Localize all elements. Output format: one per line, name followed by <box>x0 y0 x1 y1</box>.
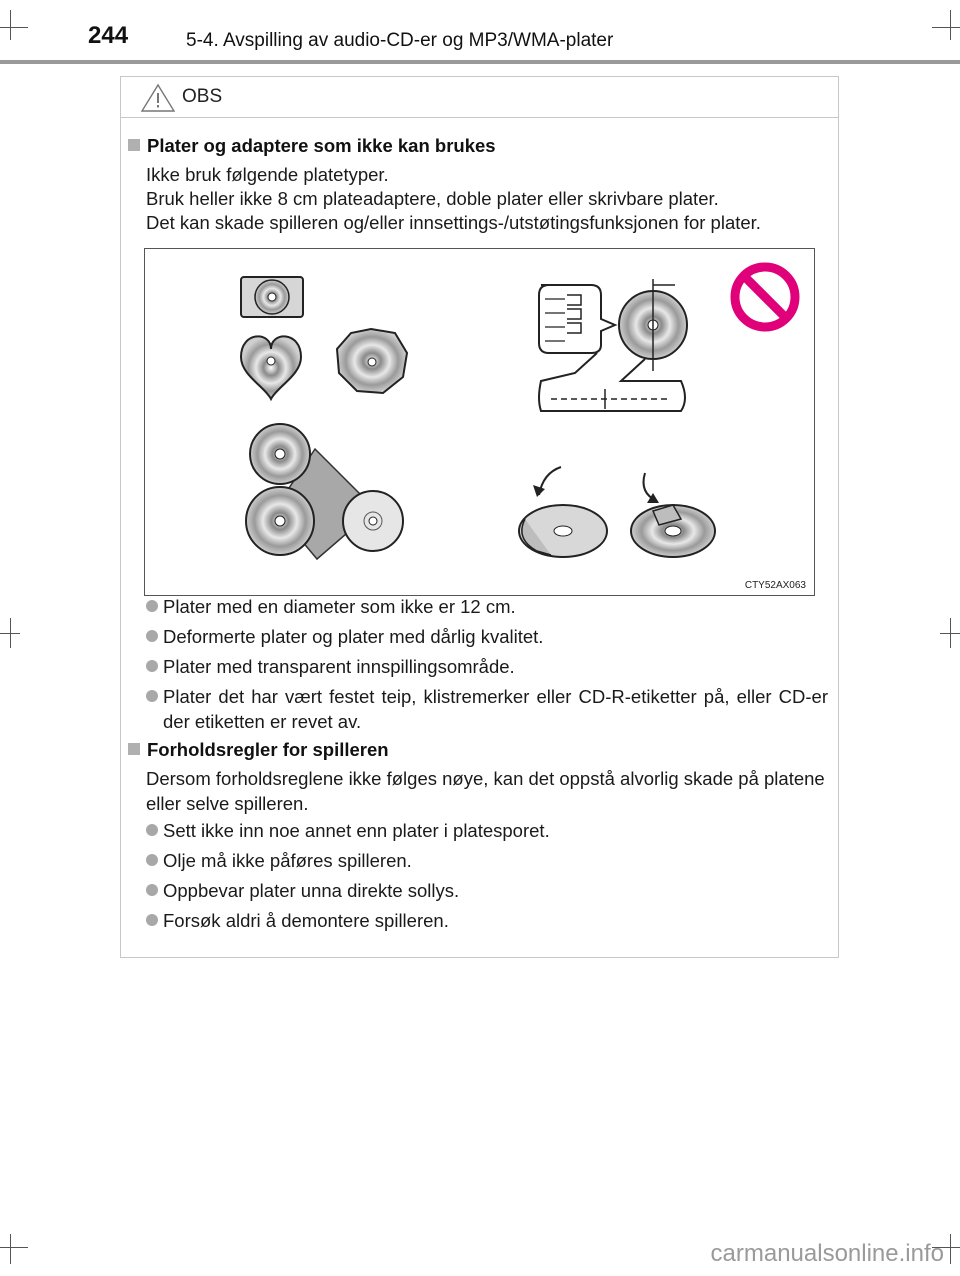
notice-header <box>121 77 838 118</box>
bullet-dot-icon <box>146 824 158 836</box>
intro-line: Ikke bruk følgende platetyper. <box>146 164 389 185</box>
disc-edge-detail-icon <box>539 279 687 411</box>
section-heading: Forholdsregler for spilleren <box>128 739 389 761</box>
list-item: Plater med en diameter som ikke er 12 cm. <box>163 596 516 617</box>
crop-mark <box>10 618 11 648</box>
prohibited-icon <box>735 267 795 327</box>
list-item: Sett ikke inn noe annet enn plater i platesporet. <box>163 820 550 841</box>
bullet-dot-icon <box>146 600 158 612</box>
adapter-disc-icon <box>246 424 403 559</box>
bullet-dot-icon <box>146 914 158 926</box>
list-item: Olje må ikke påføres spilleren. <box>163 850 412 871</box>
square-bullet-icon <box>128 743 140 755</box>
page-header <box>0 0 960 62</box>
figure-code: CTY52AX063 <box>744 580 806 591</box>
card-disc-icon <box>241 277 303 317</box>
list-item: Oppbevar plater unna direkte sollys. <box>163 880 460 901</box>
disc-illustration <box>145 249 814 595</box>
peeling-label-disc-icon <box>519 467 607 557</box>
intro-line: Det kan skade spilleren og/eller innsettings-/utstøtingsfunksjonen for plater. <box>146 212 761 233</box>
crop-mark <box>950 1234 951 1264</box>
heart-disc-icon <box>241 336 301 399</box>
list-item: Plater med transparent innspillingsområde. <box>163 656 515 677</box>
page-number: 244 <box>88 22 129 49</box>
crop-mark <box>950 618 951 648</box>
list-item: Forsøk aldri å demontere spilleren. <box>163 910 449 931</box>
list-item: Deformerte plater og plater med dårlig kvalitet. <box>163 626 544 647</box>
crop-mark <box>10 1234 11 1264</box>
list-item: Plater det har vært festet teip, klistremerker eller CD-R-etiketter på, eller CD-er der etiketten er revet av. <box>163 686 828 732</box>
warning-icon <box>140 83 176 113</box>
section-intro: Dersom forholdsreglene ikke følges nøye, kan det oppstå alvorlig skade på platene eller selve spilleren. <box>146 768 825 814</box>
watermark: carmanualsonline.info <box>710 1240 944 1267</box>
polygon-disc-icon <box>337 329 407 393</box>
section-title: 5-4. Avspilling av audio-CD-er og MP3/WMA-plater <box>186 30 614 51</box>
unusable-discs-figure <box>144 248 815 596</box>
header-rule <box>0 60 960 64</box>
notice-label: OBS <box>182 86 223 107</box>
bullet-dot-icon <box>146 660 158 672</box>
bullet-dot-icon <box>146 884 158 896</box>
square-bullet-icon <box>128 139 140 151</box>
section-heading: Plater og adaptere som ikke kan brukes <box>128 135 496 157</box>
bullet-dot-icon <box>146 854 158 866</box>
intro-line: Bruk heller ikke 8 cm plateadaptere, doble plater eller skrivbare plater. <box>146 188 719 209</box>
bullet-dot-icon <box>146 630 158 642</box>
bullet-dot-icon <box>146 690 158 702</box>
crop-mark <box>0 1247 28 1248</box>
tape-disc-icon <box>631 473 715 557</box>
